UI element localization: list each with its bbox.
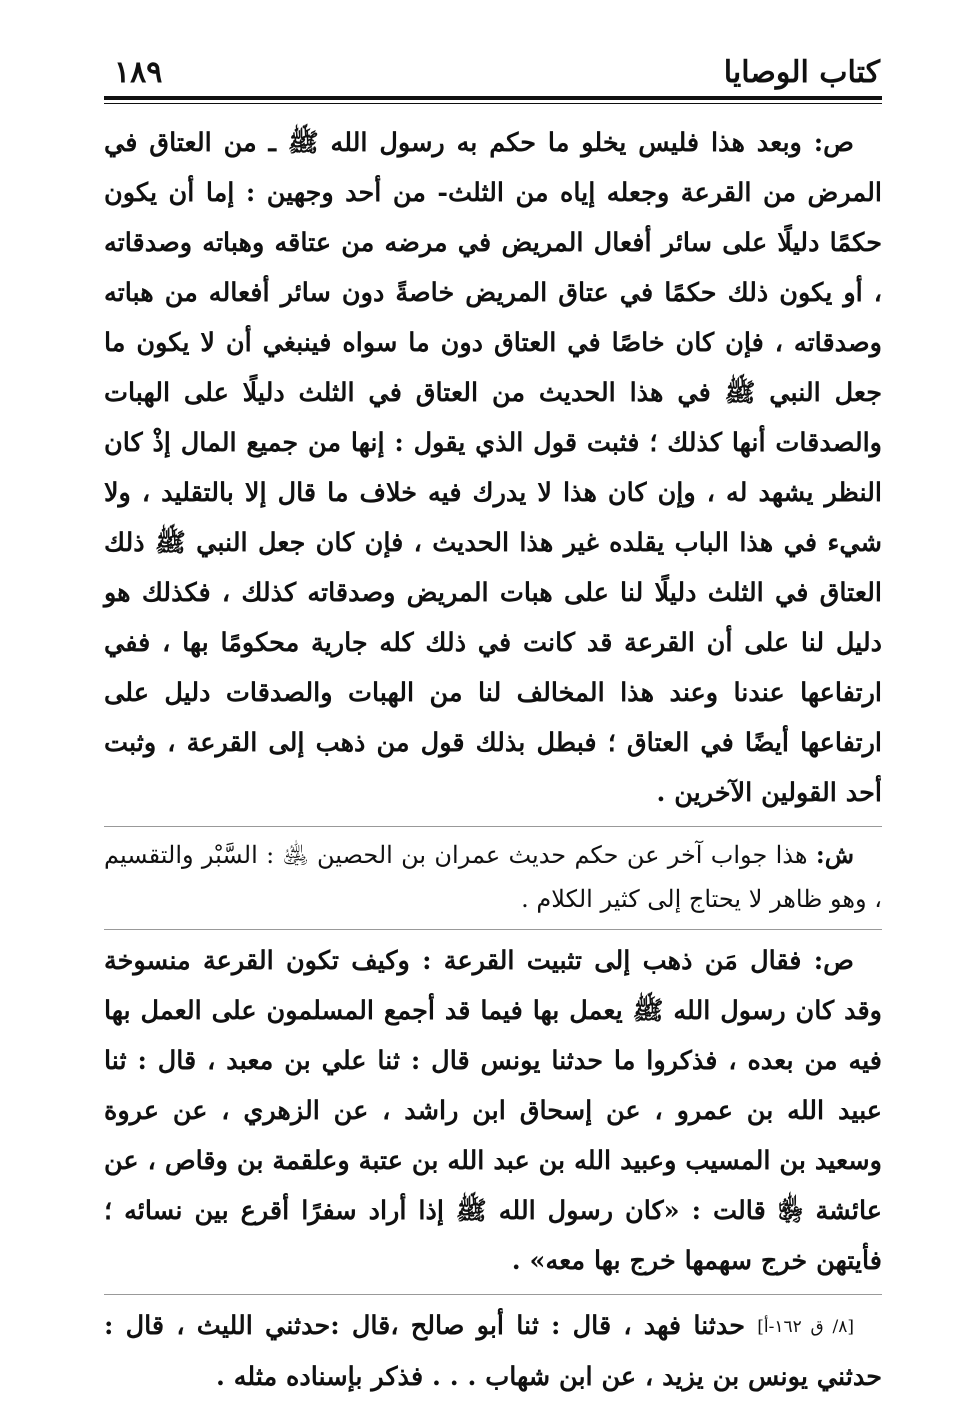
chapter-title: كتاب الوصايا [723, 55, 880, 90]
paragraph-marker: ش: [815, 840, 854, 869]
paragraph-text: هذا جواب آخر عن حكم حديث عمران بن الحصين ﵁ : السَّبْر والتقسيم ، وهو ظاهر لا يحتاج إلى كثير الكلام . [104, 841, 882, 913]
paragraph-sad-1 [104, 118, 882, 818]
paragraph-sad-2 [104, 936, 882, 1286]
header-rule-thick [104, 96, 882, 100]
paragraph-marker: ص: [813, 128, 854, 158]
page-body [104, 118, 882, 1402]
paragraph-text: فقال مَن ذهب إلى تثبيت القرعة : وكيف تكون القرعة منسوخة وقد كان رسول الله ﷺ يعمل بها فيما قد أجمع المسلمون على العمل بها فيه من بعده ، فذكروا ما حدثنا يونس قال : ثنا علي بن معبد ، قال : ثنا عبيد الله بن عمرو ، عن إسحاق ابن راشد ، عن الزهري ، عن عروة وسعيد بن المسيب وعبيد الله بن عبد الله بن عتبة وعلقمة بن وقاص ، عن عائشة ﵂ قالت : «كان رسول الله ﷺ إذا أراد سفرًا أقرع بين نسائه ؛ فأيتهن خرج سهمها خرج بها معه» . [104, 946, 882, 1276]
paragraph-shin [104, 833, 882, 921]
page-header [104, 40, 882, 90]
page-number: ١٨٩ [114, 55, 163, 90]
manuscript-reference: [٨/ ق ١٦٢-أ] [757, 1317, 854, 1337]
paragraph-marker: ص: [813, 946, 854, 976]
book-page [104, 40, 882, 1402]
header-rule-thin [104, 103, 882, 104]
paragraph-text: وبعد هذا فليس يخلو ما حكم به رسول الله ﷺ ـ من العتاق في المرض من القرعة وجعله إياه من الثلث- من أحد وجهين : إما أن يكون حكمًا دليلًا على سائر أفعال المريض في مرضه من عتاقه وهباته وصدقاته ، أو يكون ذلك حكمًا في عتاق المريض خاصةً دون سائر أفعاله من هباته وصدقاته ، فإن كان خاصًا في العتاق دون ما سواه فينبغي أن لا يكون ما جعل النبي ﷺ في هذا الحديث من العتاق في الثلث دليلًا على الهبات والصدقات أنها كذلك ؛ فثبت قول الذي يقول : إنها من جميع المال إذْ كان النظر يشهد له ، وإن كان هذا لا يدرك فيه خلاف ما قال إلا بالتقليد ، ولا شيء في هذا الباب يقلده غير هذا الحديث ، فإن كان جعل النبي ﷺ ذلك العتاق في الثلث دليلًا لنا على هبات المريض وصدقاته كذلك ، فكذلك هو دليل لنا على أن القرعة قد كانت في ذلك كله جارية محكومًا بها ، ففي ارتفاعها عندنا وعند هذا المخالف لنا من الهبات والصدقات دليل على ارتفاعها أيضًا في العتاق ؛ فبطل بذلك قول من ذهب إلى القرعة ، وثبت أحد القولين الآخرين . [104, 128, 882, 808]
paragraph-divider [104, 826, 882, 827]
paragraph-divider [104, 929, 882, 930]
paragraph-divider [104, 1294, 882, 1295]
paragraph-text: حدثنا فهد ، قال : ثنا أبو صالح ،قال :حدثني الليث ، قال : حدثني يونس بن يزيد ، عن ابن شهاب . . . فذكر بإسناده مثله . [104, 1311, 882, 1392]
paragraph-hadith [104, 1301, 882, 1402]
